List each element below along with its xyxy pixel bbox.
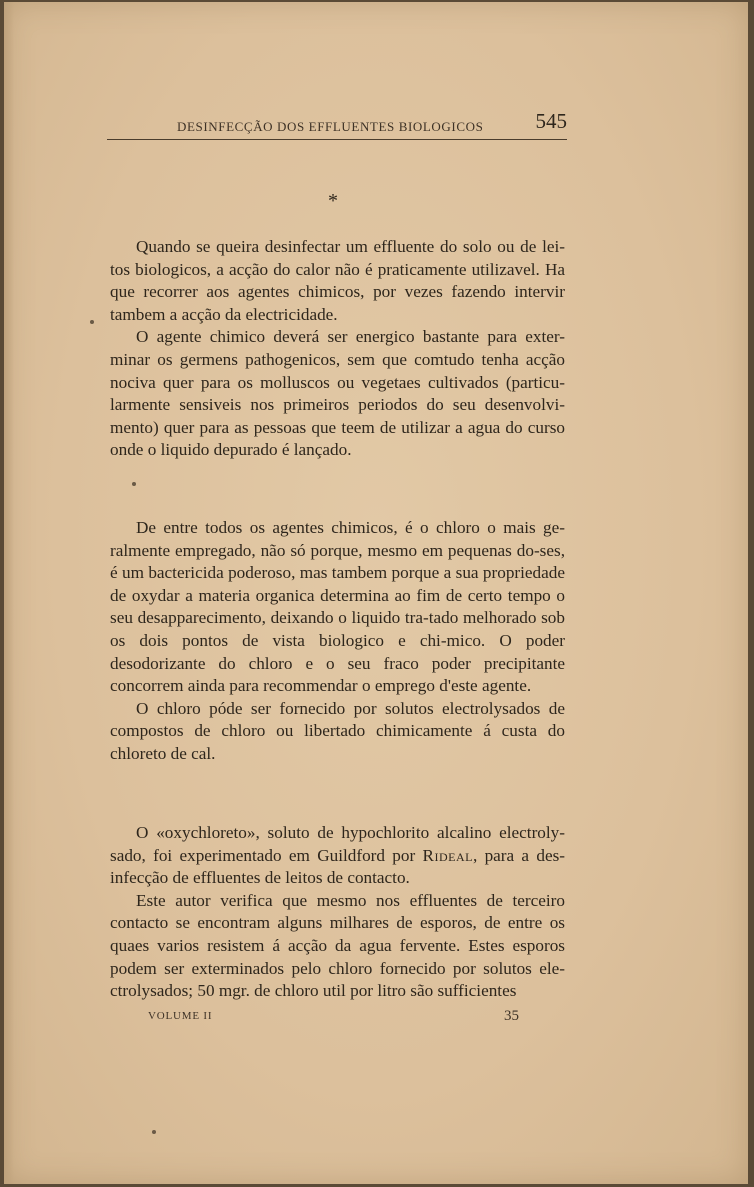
paragraph-5: O «oxychloreto», soluto de hypochlorito alcalino electroly-sado, foi experimentado em Guildford por Rideal, para a des-infecção de effluentes de leitos de contacto. — [110, 823, 565, 888]
section-1 — [110, 236, 565, 462]
paragraph-3: De entre todos os agentes chimicos, é o chloro o mais ge-ralmente empregado, não só porque, mesmo em pequenas do-ses, é um bactericida poderoso, mas tambem porque a sua propriedade de oxydar a materia organica determina ao fim de certo tempo o seu desapparecimento, deixando o liquido tra-tado melhorado sob os dois pontos de vista biologico e chi-mico. O poder desodorizante do chloro e o seu fraco poder precipitante concorrem ainda para recommendar o emprego d'este agente. — [110, 518, 565, 696]
author-name: Rideal — [422, 845, 473, 865]
signature-mark: 35 — [504, 1008, 519, 1024]
book-page — [4, 2, 748, 1184]
running-title: DESINFECÇÃO DOS EFFLUENTES BIOLOGICOS — [177, 119, 484, 134]
page-number: 545 — [535, 109, 567, 133]
page-header — [107, 109, 567, 139]
section-2 — [110, 517, 565, 766]
header-rule — [107, 139, 567, 140]
paragraph-6: Este autor verifica que mesmo nos effluentes de terceiro contacto se encontram alguns milhares de esporos, de entre os quaes varios resistem á acção da agua fervente. Estes esporos podem ser exterminados pelo chloro fornecido por solutos ele-ctrolysados; 50 mgr. de chloro util por litro são sufficientes — [110, 890, 565, 1001]
ink-speck — [132, 482, 136, 486]
ink-speck — [152, 1130, 156, 1134]
paragraph-4: O chloro póde ser fornecido por solutos electrolysados de compostos de chloro ou libertado chimicamente á custa do chloreto de cal. — [110, 698, 565, 763]
volume-label: VOLUME II — [148, 1010, 213, 1022]
paragraph-1: Quando se queira desinfectar um effluente do solo ou de lei-tos biologicos, a acção do calor não é praticamente utilizavel. Ha que recorrer aos agentes chimicos, por vezes fazendo intervir tambem a acção da electricidade. — [110, 237, 565, 324]
section-3 — [110, 822, 565, 1003]
section-separator: * — [328, 190, 338, 212]
paragraph-2: O agente chimico deverá ser energico bastante para exter-minar os germens pathogenicos, sem que comtudo tenha acção nociva quer para os molluscos ou vegetaes cultivados (particu-larmente sensiveis nos primeiros periodos do seu desenvolvi-mento) quer para as pessoas que teem de utilizar a agua do curso onde o liquido depurado é lançado. — [110, 327, 565, 460]
page-edge-shadow — [4, 2, 14, 1184]
ink-speck — [90, 320, 94, 324]
